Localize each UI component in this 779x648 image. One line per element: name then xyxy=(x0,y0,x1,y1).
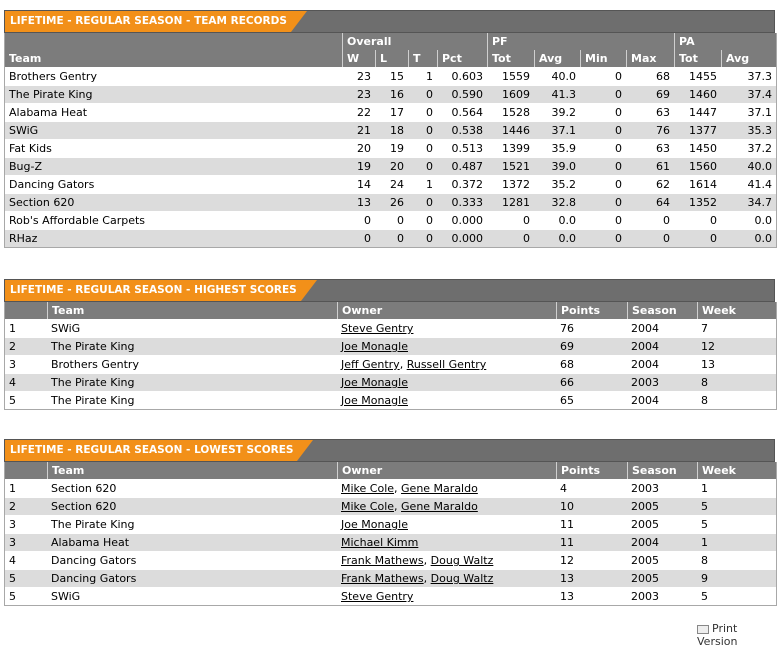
column-header: Season xyxy=(627,462,697,479)
owner-cell xyxy=(337,533,556,551)
stat-cell: 37.4 xyxy=(721,85,776,103)
column-header: Points xyxy=(556,462,627,479)
team-name-cell: Section 620 xyxy=(5,193,342,211)
lowest-scores-header-bar xyxy=(4,439,775,462)
team-records-title-text: LIFETIME - REGULAR SEASON - TEAM RECORDS xyxy=(10,15,287,27)
owner-link[interactable]: Joe Monagle xyxy=(341,518,408,531)
stat-cell: 41.3 xyxy=(534,85,580,103)
team-name-cell: Alabama Heat xyxy=(47,533,337,551)
week-cell: 13 xyxy=(697,355,776,373)
stat-cell: 0 xyxy=(375,229,408,247)
column-header: Tot xyxy=(487,50,534,67)
stat-cell: 0 xyxy=(626,211,674,229)
week-cell: 8 xyxy=(697,551,776,569)
stat-cell: 0.564 xyxy=(437,103,487,121)
stat-cell: 0 xyxy=(580,103,626,121)
points-cell: 69 xyxy=(556,337,627,355)
stat-cell: 1 xyxy=(408,175,437,193)
column-header: Team xyxy=(5,50,342,67)
team-name-cell: The Pirate King xyxy=(47,373,337,391)
rank-cell: 5 xyxy=(5,391,47,409)
stat-cell: 18 xyxy=(375,121,408,139)
points-cell: 4 xyxy=(556,479,627,497)
stat-cell: 63 xyxy=(626,103,674,121)
points-cell: 65 xyxy=(556,391,627,409)
group-header-pa: PA xyxy=(674,33,776,50)
season-cell: 2004 xyxy=(627,355,697,373)
week-cell: 5 xyxy=(697,497,776,515)
stat-cell: 20 xyxy=(375,157,408,175)
stat-cell: 0.0 xyxy=(534,229,580,247)
owner-link[interactable]: Mike Cole xyxy=(341,500,395,513)
highest-scores-header-bar xyxy=(4,279,775,302)
owner-link[interactable]: Frank Mathews xyxy=(341,554,424,567)
column-header-row xyxy=(5,302,776,319)
stat-cell: 39.2 xyxy=(534,103,580,121)
stat-cell: 0 xyxy=(408,211,437,229)
season-cell: 2003 xyxy=(627,373,697,391)
stat-cell: 1559 xyxy=(487,67,534,85)
stat-cell: 1352 xyxy=(674,193,721,211)
stat-cell: 14 xyxy=(342,175,375,193)
stat-cell: 1521 xyxy=(487,157,534,175)
stat-cell: 37.2 xyxy=(721,139,776,157)
highest-scores-title xyxy=(5,280,301,301)
season-cell: 2005 xyxy=(627,515,697,533)
lowest-scores-title-text: LIFETIME - REGULAR SEASON - LOWEST SCORES xyxy=(10,444,294,456)
team-name-cell: The Pirate King xyxy=(47,391,337,409)
points-cell: 11 xyxy=(556,533,627,551)
stat-cell: 0 xyxy=(408,121,437,139)
highest-scores-panel xyxy=(4,279,775,410)
team-name-cell: SWiG xyxy=(5,121,342,139)
owner-cell xyxy=(337,319,556,337)
team-name-cell: Brothers Gentry xyxy=(47,355,337,373)
stat-cell: 0 xyxy=(487,229,534,247)
table-row xyxy=(5,157,776,175)
stat-cell: 35.3 xyxy=(721,121,776,139)
owner-cell xyxy=(337,337,556,355)
week-cell: 8 xyxy=(697,391,776,409)
rank-cell: 1 xyxy=(5,479,47,497)
owner-link[interactable]: Frank Mathews xyxy=(341,572,424,585)
team-name-cell: RHaz xyxy=(5,229,342,247)
team-name-cell: Alabama Heat xyxy=(5,103,342,121)
stat-cell: 0 xyxy=(626,229,674,247)
group-header-row xyxy=(5,33,776,50)
stat-cell: 0 xyxy=(580,139,626,157)
highest-scores-title-text: LIFETIME - REGULAR SEASON - HIGHEST SCORES xyxy=(10,284,297,296)
stat-cell: 1455 xyxy=(674,67,721,85)
rank-cell: 5 xyxy=(5,587,47,605)
points-cell: 11 xyxy=(556,515,627,533)
stat-cell: 76 xyxy=(626,121,674,139)
team-name-cell: SWiG xyxy=(47,319,337,337)
stat-cell: 23 xyxy=(342,67,375,85)
owner-link[interactable]: Jeff Gentry xyxy=(341,358,400,371)
stat-cell: 1399 xyxy=(487,139,534,157)
stat-cell: 24 xyxy=(375,175,408,193)
rank-cell: 2 xyxy=(5,337,47,355)
stat-cell: 1377 xyxy=(674,121,721,139)
table-row xyxy=(5,337,776,355)
team-name-cell: The Pirate King xyxy=(47,515,337,533)
table-row xyxy=(5,175,776,193)
stat-cell: 0 xyxy=(408,85,437,103)
team-name-cell: Rob's Affordable Carpets xyxy=(5,211,342,229)
stat-cell: 1528 xyxy=(487,103,534,121)
owner-link[interactable]: Gene Maraldo xyxy=(401,500,478,513)
column-header: T xyxy=(408,50,437,67)
stat-cell: 0 xyxy=(342,229,375,247)
team-name-cell: Bug-Z xyxy=(5,157,342,175)
stat-cell: 16 xyxy=(375,85,408,103)
owner-cell xyxy=(337,497,556,515)
stat-cell: 0.603 xyxy=(437,67,487,85)
table-row xyxy=(5,569,776,587)
column-header: Pct xyxy=(437,50,487,67)
season-cell: 2004 xyxy=(627,533,697,551)
column-header-row xyxy=(5,462,776,479)
stat-cell: 69 xyxy=(626,85,674,103)
table-row xyxy=(5,139,776,157)
owner-separator: , xyxy=(423,554,431,567)
owner-link[interactable]: Mike Cole xyxy=(341,482,395,495)
stat-cell: 1281 xyxy=(487,193,534,211)
table-row xyxy=(5,85,776,103)
owner-cell xyxy=(337,479,556,497)
stat-cell: 23 xyxy=(342,85,375,103)
stat-cell: 0.0 xyxy=(721,229,776,247)
stat-cell: 0.538 xyxy=(437,121,487,139)
stat-cell: 64 xyxy=(626,193,674,211)
owner-separator: , xyxy=(394,482,402,495)
stat-cell: 40.0 xyxy=(721,157,776,175)
stat-cell: 22 xyxy=(342,103,375,121)
table-row xyxy=(5,515,776,533)
table-row xyxy=(5,103,776,121)
lowest-scores-panel xyxy=(4,439,775,606)
column-header: Season xyxy=(627,302,697,319)
table-row xyxy=(5,497,776,515)
stat-cell: 61 xyxy=(626,157,674,175)
team-name-cell: Dancing Gators xyxy=(5,175,342,193)
season-cell: 2004 xyxy=(627,391,697,409)
column-header: Week xyxy=(697,462,776,479)
stat-cell: 39.0 xyxy=(534,157,580,175)
season-cell: 2003 xyxy=(627,587,697,605)
stat-cell: 0 xyxy=(375,211,408,229)
points-cell: 68 xyxy=(556,355,627,373)
stat-cell: 17 xyxy=(375,103,408,121)
owner-link[interactable]: Steve Gentry xyxy=(341,590,414,603)
rank-cell: 5 xyxy=(5,569,47,587)
points-cell: 13 xyxy=(556,569,627,587)
stat-cell: 0 xyxy=(408,139,437,157)
team-records-table xyxy=(4,33,777,248)
team-records-panel xyxy=(4,10,775,248)
team-name-cell: Section 620 xyxy=(47,479,337,497)
owner-link[interactable]: Joe Monagle xyxy=(341,340,408,353)
stat-cell: 63 xyxy=(626,139,674,157)
printer-icon xyxy=(697,625,709,634)
stat-cell: 1614 xyxy=(674,175,721,193)
stat-cell: 20 xyxy=(342,139,375,157)
owner-link[interactable]: Doug Waltz xyxy=(430,572,494,585)
stat-cell: 0 xyxy=(580,85,626,103)
points-cell: 13 xyxy=(556,587,627,605)
stat-cell: 32.8 xyxy=(534,193,580,211)
column-header: Min xyxy=(580,50,626,67)
stat-cell: 0 xyxy=(408,103,437,121)
stat-cell: 1560 xyxy=(674,157,721,175)
owner-link[interactable]: Russell Gentry xyxy=(406,358,487,371)
owner-cell xyxy=(337,391,556,409)
points-cell: 12 xyxy=(556,551,627,569)
rank-cell: 1 xyxy=(5,319,47,337)
team-name-cell: Brothers Gentry xyxy=(5,67,342,85)
stat-cell: 0.0 xyxy=(534,211,580,229)
table-row xyxy=(5,533,776,551)
column-header: W xyxy=(342,50,375,67)
column-header: Owner xyxy=(337,302,556,319)
owner-link[interactable]: Joe Monagle xyxy=(341,376,408,389)
stat-cell: 0 xyxy=(580,211,626,229)
column-header xyxy=(5,302,47,319)
column-header: Owner xyxy=(337,462,556,479)
column-header xyxy=(5,462,47,479)
owner-link[interactable]: Steve Gentry xyxy=(341,322,414,335)
table-row xyxy=(5,319,776,337)
table-row xyxy=(5,479,776,497)
lowest-scores-table xyxy=(4,462,777,606)
points-cell: 10 xyxy=(556,497,627,515)
stat-cell: 1447 xyxy=(674,103,721,121)
lowest-scores-title xyxy=(5,440,297,461)
season-cell: 2005 xyxy=(627,551,697,569)
owner-cell xyxy=(337,587,556,605)
stat-cell: 0.000 xyxy=(437,229,487,247)
column-header: Avg xyxy=(721,50,776,67)
owner-link[interactable]: Joe Monagle xyxy=(341,394,408,407)
stat-cell: 0 xyxy=(487,211,534,229)
week-cell: 1 xyxy=(697,479,776,497)
team-records-header-bar xyxy=(4,10,775,33)
rank-cell: 4 xyxy=(5,373,47,391)
stat-cell: 34.7 xyxy=(721,193,776,211)
owner-cell xyxy=(337,515,556,533)
stat-cell: 1 xyxy=(408,67,437,85)
week-cell: 5 xyxy=(697,515,776,533)
stat-cell: 15 xyxy=(375,67,408,85)
season-cell: 2003 xyxy=(627,479,697,497)
column-header: Points xyxy=(556,302,627,319)
stat-cell: 0.0 xyxy=(721,211,776,229)
group-header-blank xyxy=(5,33,342,50)
table-row xyxy=(5,391,776,409)
stat-cell: 19 xyxy=(342,157,375,175)
owner-cell xyxy=(337,355,556,373)
column-header: Team xyxy=(47,302,337,319)
team-name-cell: SWiG xyxy=(47,587,337,605)
stat-cell: 35.9 xyxy=(534,139,580,157)
points-cell: 76 xyxy=(556,319,627,337)
print-version-link[interactable] xyxy=(697,622,779,648)
team-name-cell: The Pirate King xyxy=(47,337,337,355)
owner-separator: , xyxy=(423,572,431,585)
week-cell: 8 xyxy=(697,373,776,391)
stat-cell: 0 xyxy=(580,121,626,139)
stat-cell: 41.4 xyxy=(721,175,776,193)
stat-cell: 19 xyxy=(375,139,408,157)
column-header: Tot xyxy=(674,50,721,67)
stat-cell: 1460 xyxy=(674,85,721,103)
week-cell: 12 xyxy=(697,337,776,355)
owner-link[interactable]: Michael Kimm xyxy=(341,536,419,549)
table-row xyxy=(5,211,776,229)
team-name-cell: Fat Kids xyxy=(5,139,342,157)
stat-cell: 26 xyxy=(375,193,408,211)
stat-cell: 1450 xyxy=(674,139,721,157)
stat-cell: 0.513 xyxy=(437,139,487,157)
week-cell: 9 xyxy=(697,569,776,587)
group-header-overall: Overall xyxy=(342,33,487,50)
stat-cell: 0 xyxy=(342,211,375,229)
stat-cell: 0 xyxy=(674,229,721,247)
stat-cell: 0.590 xyxy=(437,85,487,103)
stat-cell: 0 xyxy=(408,193,437,211)
rank-cell: 3 xyxy=(5,355,47,373)
team-name-cell: Dancing Gators xyxy=(47,569,337,587)
column-header-row xyxy=(5,50,776,67)
owner-separator: , xyxy=(399,358,407,371)
stat-cell: 1446 xyxy=(487,121,534,139)
highest-scores-table xyxy=(4,302,777,410)
owner-cell xyxy=(337,551,556,569)
owner-cell xyxy=(337,373,556,391)
table-row xyxy=(5,587,776,605)
stat-cell: 0 xyxy=(580,157,626,175)
team-name-cell: Section 620 xyxy=(47,497,337,515)
season-cell: 2005 xyxy=(627,497,697,515)
stat-cell: 37.1 xyxy=(721,103,776,121)
stat-cell: 0 xyxy=(580,67,626,85)
week-cell: 5 xyxy=(697,587,776,605)
table-row xyxy=(5,229,776,247)
rank-cell: 2 xyxy=(5,497,47,515)
stat-cell: 0 xyxy=(580,229,626,247)
group-header-pf: PF xyxy=(487,33,674,50)
stat-cell: 1372 xyxy=(487,175,534,193)
season-cell: 2004 xyxy=(627,337,697,355)
stat-cell: 68 xyxy=(626,67,674,85)
owner-link[interactable]: Doug Waltz xyxy=(430,554,494,567)
season-cell: 2005 xyxy=(627,569,697,587)
week-cell: 7 xyxy=(697,319,776,337)
table-row xyxy=(5,193,776,211)
stat-cell: 0.487 xyxy=(437,157,487,175)
stat-cell: 13 xyxy=(342,193,375,211)
season-cell: 2004 xyxy=(627,319,697,337)
stat-cell: 37.1 xyxy=(534,121,580,139)
column-header: Week xyxy=(697,302,776,319)
rank-cell: 3 xyxy=(5,515,47,533)
stat-cell: 0.000 xyxy=(437,211,487,229)
team-name-cell: The Pirate King xyxy=(5,85,342,103)
table-row xyxy=(5,355,776,373)
stat-cell: 35.2 xyxy=(534,175,580,193)
owner-link[interactable]: Gene Maraldo xyxy=(401,482,478,495)
column-header: Avg xyxy=(534,50,580,67)
stat-cell: 0 xyxy=(674,211,721,229)
table-row xyxy=(5,67,776,85)
owner-cell xyxy=(337,569,556,587)
stat-cell: 62 xyxy=(626,175,674,193)
rank-cell: 4 xyxy=(5,551,47,569)
week-cell: 1 xyxy=(697,533,776,551)
table-row xyxy=(5,551,776,569)
rank-cell: 3 xyxy=(5,533,47,551)
team-records-title xyxy=(5,11,291,32)
stat-cell: 21 xyxy=(342,121,375,139)
column-header: Max xyxy=(626,50,674,67)
stat-cell: 40.0 xyxy=(534,67,580,85)
stat-cell: 0 xyxy=(580,193,626,211)
points-cell: 66 xyxy=(556,373,627,391)
stat-cell: 1609 xyxy=(487,85,534,103)
stat-cell: 0 xyxy=(580,175,626,193)
column-header: Team xyxy=(47,462,337,479)
table-row xyxy=(5,373,776,391)
stat-cell: 37.3 xyxy=(721,67,776,85)
stat-cell: 0.372 xyxy=(437,175,487,193)
print-version-label: Print Version xyxy=(697,622,738,648)
team-name-cell: Dancing Gators xyxy=(47,551,337,569)
stat-cell: 0 xyxy=(408,229,437,247)
table-row xyxy=(5,121,776,139)
owner-separator: , xyxy=(394,500,402,513)
column-header: L xyxy=(375,50,408,67)
stat-cell: 0 xyxy=(408,157,437,175)
stat-cell: 0.333 xyxy=(437,193,487,211)
